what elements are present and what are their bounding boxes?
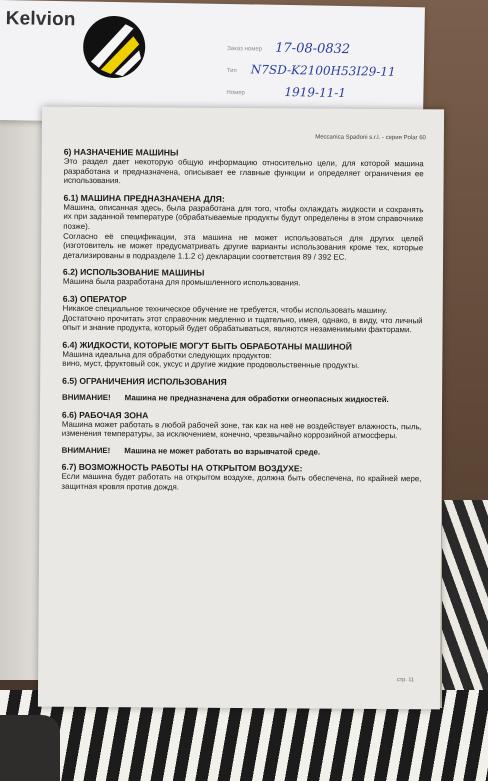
section-6-text: Это раздел дает некоторую общую информацию относительно цели, для которой машина разработана и предназначена, описывает ее главные функции и определяет ограничения ее использования.: [63, 156, 424, 186]
page-number: стр. 11: [396, 677, 415, 684]
section-6-4-title: 6.4) ЖИДКОСТИ, КОТОРЫЕ МОГУТ БЫТЬ ОБРАБОТАНЫ МАШИНОЙ: [62, 339, 352, 352]
document-page: [38, 107, 444, 710]
brand-name: Kelvion: [5, 8, 76, 31]
warning-2-label: ВНИМАНИЕ!: [61, 445, 111, 455]
section-6-3-text-2: Достаточно прочитать этот справочник медленно и тщательно, имея, однако, в виду, что личный опыт и знание продукта, который будет обрабатываться, являются незаменимыми факторами.: [62, 313, 423, 335]
warning-1-label: ВНИМАНИЕ!: [62, 392, 111, 402]
section-6-3-title: 6.3) ОПЕРАТОР: [62, 293, 127, 305]
order-number-label: Заказ номер: [227, 45, 263, 53]
page-header: Meccanica Spadoni s.r.l. - серия Polar 60: [315, 134, 426, 142]
section-6-4-text-1: Машина идеальна для обработки следующих продуктов:: [62, 349, 272, 360]
section-6-2-text: Машина была разработана для промышленного использования.: [62, 277, 301, 288]
section-6-4-text-2: вино, муст, фруктовый сок, уксус и другие жидкие продовольственные продукты.: [62, 359, 360, 371]
section-6-6-title: 6.6) РАБОЧАЯ ЗОНА: [61, 409, 149, 420]
number-label: Номер: [226, 89, 245, 97]
section-6-1-text-1: Машина, описанная здесь, была разработана для того, чтобы охлаждать жидкости и сохранять их при заданной температуре (обрабатываемые продукты будут определены в этом справочнике позже).: [63, 202, 424, 231]
section-6-5-title: 6.5) ОГРАНИЧЕНИЯ ИСПОЛЬЗОВАНИЯ: [62, 375, 227, 387]
handwritten-date: 17-08-0832: [275, 40, 351, 58]
kelvion-logo-icon: [81, 13, 148, 80]
section-6-7-title: 6.7) ВОЗМОЖНОСТЬ РАБОТЫ НА ОТКРЫТОМ ВОЗДУХЕ:: [61, 462, 303, 474]
section-6-1-title: 6.1) МАШИНА ПРЕДНАЗНАЧЕНА ДЛЯ:: [63, 192, 225, 204]
section-6-6-text: Машина может работать в любой рабочей зоне, так как на неё не воздействует влажность, пыль, изменения температуры, за исключением, конечно, чрезвычайно коррозийной атмосферы.: [61, 419, 422, 441]
handwritten-number: 1919-11-1: [284, 84, 347, 101]
rug-pattern: [440, 500, 488, 700]
section-6-title: 6) НАЗНАЧЕНИЕ МАШИНЫ: [63, 146, 179, 158]
warning-1-text: Машина не предназначена для обработки огнеопасных жидкостей.: [124, 393, 389, 404]
type-label: Тип: [226, 67, 237, 75]
shoe: [0, 715, 60, 781]
section-6-3-text-1: Никакое специальное техническое обучение не требуется, чтобы использовать машину.: [62, 303, 388, 315]
handwritten-code: N7SD-K2100H53I29-11: [250, 62, 396, 79]
section-6-7-text: Если машина будет работать на открытом воздухе, должна быть обеспечена, по крайней мере, защитная кровля против дождя.: [61, 472, 422, 492]
warning-2-text: Машина не может работать во взрывчатой среде.: [124, 445, 321, 457]
section-6-2-title: 6.2) ИСПОЛЬЗОВАНИЕ МАШИНЫ: [62, 267, 205, 279]
section-6-1-text-2: Согласно её спецификации, эта машина не может использоваться для других целей (изготовитель не может предусматривать другие варианты использования кроме тех, которые детализированы в подразделе 1.1.2 с) декларации соответствия 89 / 392 ЕС.: [63, 231, 424, 262]
page-content: [61, 147, 423, 494]
